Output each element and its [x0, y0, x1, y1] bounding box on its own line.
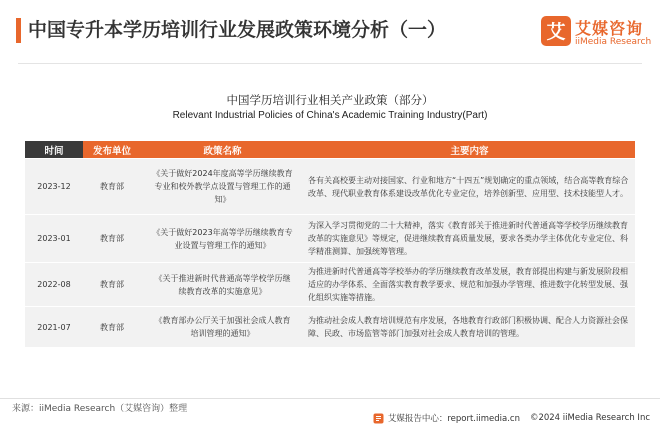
cell-policy-name: 《关于做好2023年高等学历继续教育专业设置与管理工作的通知》	[152, 227, 293, 250]
table-title-en: Relevant Industrial Policies of China's Academic Training Industry(Part)	[172, 110, 488, 121]
cell-unit: 教育部	[100, 234, 124, 243]
logo-name-cn: 艾媒咨询	[575, 19, 644, 38]
table-title-cn: 中国学历培训行业相关产业政策（部分）	[226, 93, 434, 107]
copyright-text: ©2024 iiMedia Research Inc	[529, 413, 650, 423]
policy-table	[25, 141, 635, 347]
cell-main-content: 为深入学习贯彻党的二十大精神，落实《教育部关于推进新时代普通高等学校学历继续教育改革的实施意见》等规定，促进继续教育高质量发展，要求各类办学主体优化专业定位、科学精准测算、加强统筹管理。	[308, 221, 628, 256]
header-unit: 发布单位	[83, 141, 141, 158]
cell-unit: 教育部	[100, 280, 124, 289]
cell-policy-name: 《关于做好2024年度高等学历继续教育专业和校外教学点设置与管理工作的通知》	[152, 169, 293, 204]
cell-time: 2023-12	[37, 182, 71, 191]
footer-divider	[0, 398, 660, 399]
table-row	[25, 214, 635, 262]
table-row	[25, 262, 635, 306]
cell-unit: 教育部	[100, 182, 124, 191]
iimedia-logo-icon	[541, 16, 571, 46]
logo-name-en: iiMedia Research	[575, 37, 652, 47]
report-center-icon	[373, 413, 384, 424]
cell-time: 2023-01	[37, 234, 71, 243]
header-time: 时间	[25, 141, 83, 158]
cell-policy-name: 《教育部办公厅关于加强社会成人教育培训管理的通知》	[154, 316, 291, 338]
logo-mark-char: 艾	[546, 21, 566, 43]
brand-logo[interactable]	[541, 14, 653, 52]
header-policy-name: 政策名称	[141, 141, 304, 158]
cell-main-content: 各有关高校要主动对接国家、行业和地方“十四五”规划确定的重点领域，结合高等教育综合改革、现代职业教育体系建设改革优化专业定位，培养创新型、应用型、技术技能型人才。	[308, 175, 629, 198]
header-divider	[18, 63, 642, 64]
source-note: 来源：iiMedia Research（艾媒咨询）整理	[12, 404, 188, 414]
cell-time: 2021-07	[37, 322, 71, 332]
table-row	[25, 158, 635, 214]
cell-main-content: 为推动社会成人教育培训规范有序发展，各地教育行政部门积极协调、配合人力资源社会保障、民政、市场监管等部门加强对社会成人教育培训的管理。	[308, 316, 628, 338]
cell-time: 2022-08	[37, 280, 71, 289]
header-main-content: 主要内容	[304, 141, 635, 158]
report-site-link[interactable]: 艾媒报告中心：report.iimedia.cn	[387, 414, 520, 424]
table-header-row	[25, 141, 635, 158]
table-row	[25, 306, 635, 347]
title-accent-bar	[16, 18, 21, 43]
cell-main-content: 为推进新时代普通高等学校举办的学历继续教育改革发展，教育部提出构建与新发展阶段相适应的办学体系、全面落实教育教学要求、规范和加强办学管理、推进数字化转型发展、强化组织实施等措施。	[308, 267, 628, 302]
page-title: 中国专升本学历培训行业发展政策环境分析（一）	[28, 19, 447, 41]
cell-policy-name: 《关于推进新时代普通高等学校学历继续教育改革的实施意见》	[154, 273, 291, 296]
footer-credits	[373, 412, 650, 424]
cell-unit: 教育部	[100, 322, 124, 332]
